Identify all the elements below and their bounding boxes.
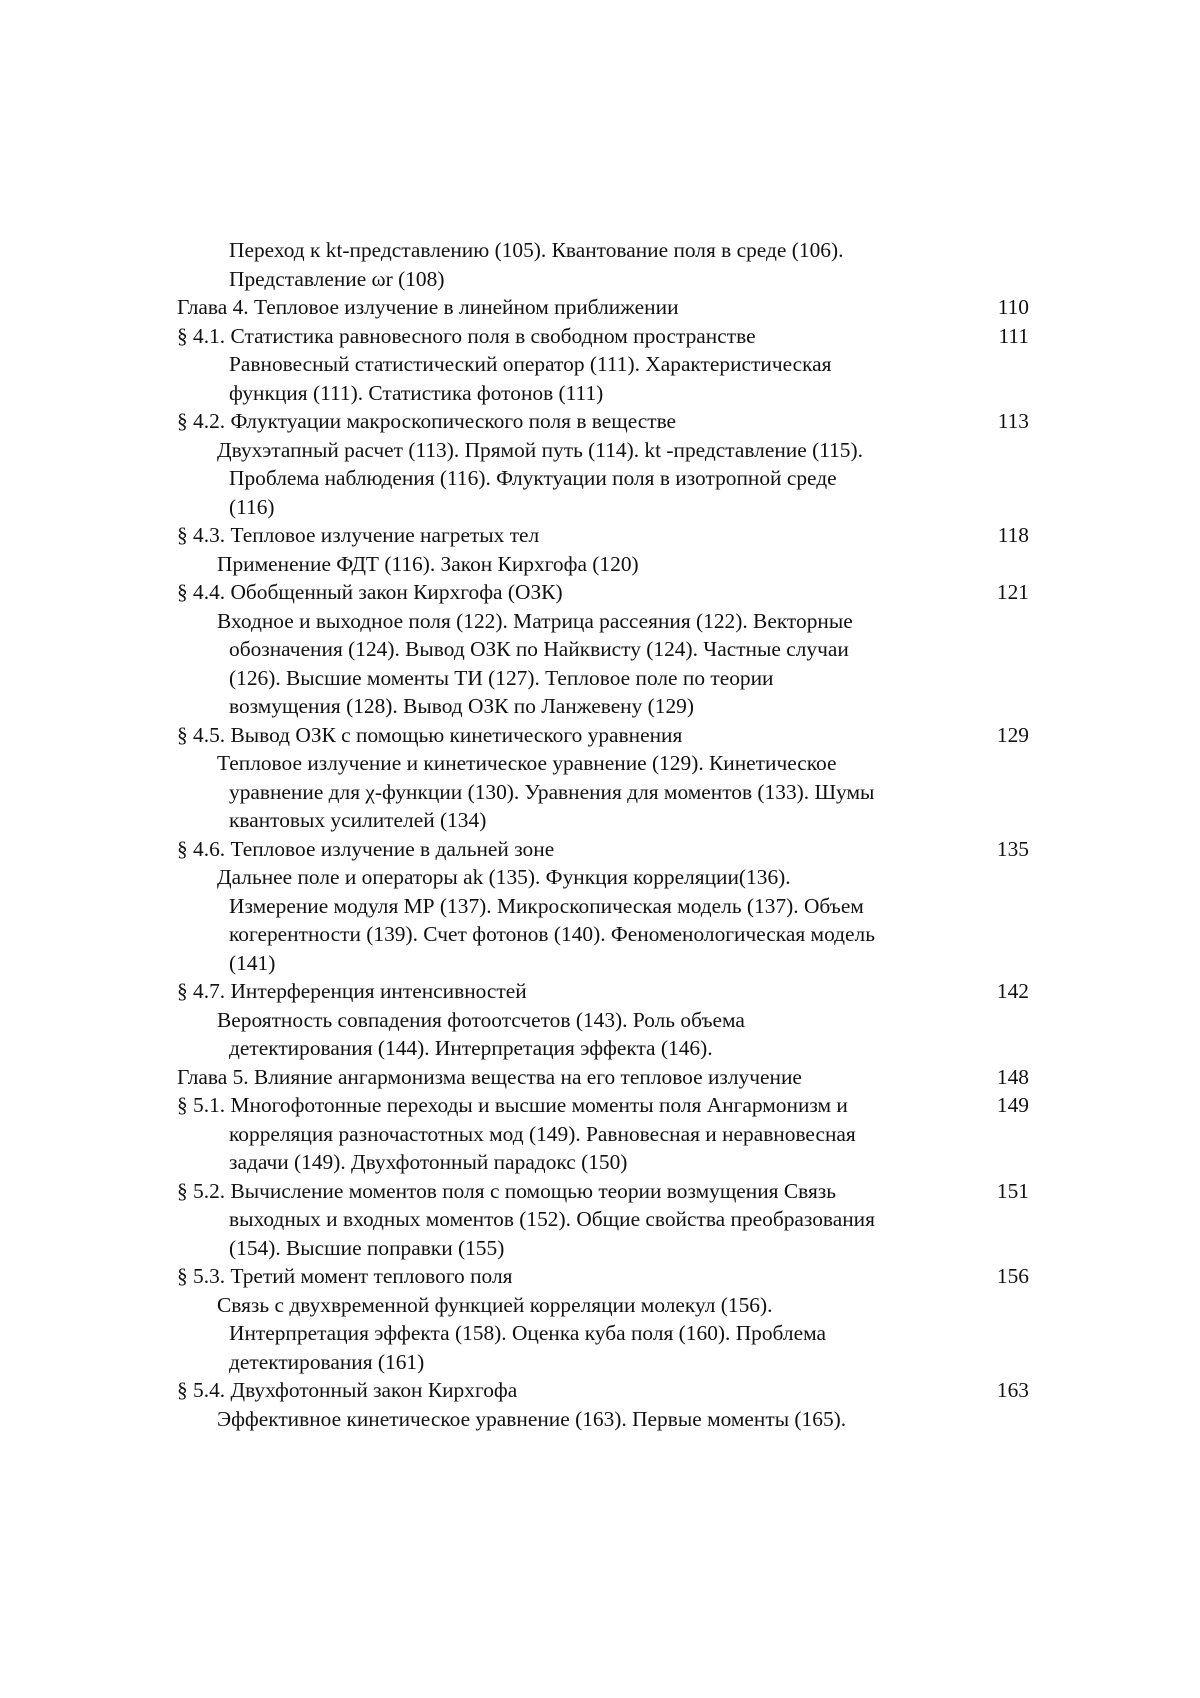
- toc-page-number: 111: [998, 323, 1029, 348]
- section-entry: [177, 1376, 1029, 1405]
- toc-entry-text: Глава 5. Влияние ангармонизма вещества на его тепловое излучение: [177, 1064, 802, 1089]
- toc-entry-text: § 4.5. Вывод ОЗК с помощью кинетического уравнения: [177, 722, 683, 747]
- toc-entry-text: уравнение для χ-функции (130). Уравнения для моментов (133). Шумы: [229, 779, 875, 804]
- subsection-entry-continuation: [177, 464, 1029, 493]
- subsection-entry: [177, 550, 1029, 579]
- toc-entry-text: Дальнее поле и операторы ak (135). Функция корреляции(136).: [217, 865, 791, 889]
- toc-page-number: 156: [996, 1264, 1029, 1288]
- toc-entry-text: § 5.4. Двухфотонный закон Кирхгофа: [177, 1378, 518, 1402]
- toc-entry-text: § 4.3. Тепловое излучение нагретых тел: [177, 523, 540, 547]
- toc-entry-text: (126). Высшие моменты ТИ (127). Тепловое поле по теории: [229, 665, 774, 690]
- chapter-entry: [177, 1063, 1029, 1092]
- toc-entry-text: Представление ωr (108): [229, 266, 445, 291]
- toc-entry-text: Связь с двухвременной функцией корреляции молекул (156).: [217, 1292, 773, 1317]
- subsection-entry: [177, 863, 1029, 892]
- toc-entry-text: квантовых усилителей (134): [229, 808, 487, 832]
- subsection-entry-continuation: [177, 1148, 1029, 1177]
- toc-entry-text: (116): [229, 494, 275, 519]
- section-entry: [177, 977, 1029, 1006]
- toc-entry-text: Входное и выходное поля (122). Матрица рассеяния (122). Векторные: [217, 608, 853, 633]
- toc-page-number: 135: [996, 836, 1029, 861]
- subsection-entry-continuation: [177, 1034, 1029, 1063]
- toc-page-number: 113: [997, 409, 1029, 433]
- toc-page-number: 148: [996, 1064, 1029, 1089]
- section-entry: [177, 578, 1029, 607]
- toc-entry-text: § 4.7. Интерференция интенсивностей: [177, 979, 527, 1003]
- toc-page-number: 163: [996, 1378, 1029, 1402]
- subsection-entry: [177, 436, 1029, 465]
- toc-entry-text: Проблема наблюдения (116). Флуктуации поля в изотропной среде: [229, 466, 837, 490]
- subsection-entry-continuation: [177, 1234, 1029, 1263]
- subsection-entry-continuation: [177, 806, 1029, 835]
- toc-entry-text: § 4.6. Тепловое излучение в дальней зоне: [177, 836, 555, 861]
- toc-page-number: 118: [997, 523, 1029, 547]
- subsection-entry-continuation: [177, 778, 1029, 807]
- toc-page-number: 142: [996, 979, 1029, 1003]
- subsection-entry-continuation: [177, 635, 1029, 664]
- subsection-entry-continuation: [177, 493, 1029, 522]
- toc-entry-text: (154). Высшие поправки (155): [229, 1235, 505, 1260]
- section-entry: [177, 721, 1029, 750]
- toc-entry-text: § 4.4. Обобщенный закон Кирхгофа (ОЗК): [177, 580, 563, 604]
- subsection-entry-continuation: [177, 692, 1029, 721]
- subsection-entry-continuation: [177, 664, 1029, 693]
- subsection-entry-continuation: [177, 1205, 1029, 1234]
- toc-page-number: 121: [996, 580, 1029, 604]
- toc-entry-text: (141): [229, 950, 276, 975]
- toc-page-number: 149: [996, 1093, 1029, 1117]
- toc-entry-text: Применение ФДТ (116). Закон Кирхгофа (120): [217, 551, 639, 576]
- toc-entry-text: Эффективное кинетическое уравнение (163). Первые моменты (165).: [217, 1406, 847, 1431]
- toc-entry-text: Тепловое излучение и кинетическое уравнение (129). Кинетическое: [217, 751, 837, 775]
- subsection-entry: [177, 1405, 1029, 1434]
- toc-entry-text: Интерпретация эффекта (158). Оценка куба поля (160). Проблема: [229, 1321, 826, 1345]
- subsection-entry-continuation: [177, 920, 1029, 949]
- subsection-entry-continuation: [177, 1319, 1029, 1348]
- section-entry: [177, 1091, 1029, 1120]
- toc-entry-text: § 5.3. Третий момент теплового поля: [177, 1264, 513, 1288]
- subsection-entry: [177, 749, 1029, 778]
- subsection-entry: [177, 1006, 1029, 1035]
- toc-entry-text: задачи (149). Двухфотонный парадокс (150): [229, 1150, 628, 1174]
- subsection-entry-continuation: [177, 350, 1029, 379]
- toc-entry-text: Измерение модуля МР (137). Микроскопическая модель (137). Объем: [229, 893, 864, 918]
- toc-entry-text: Глава 4. Тепловое излучение в линейном приближении: [177, 295, 679, 319]
- subsection-entry-continuation: [177, 949, 1029, 978]
- toc-entry-text: Вероятность совпадения фотоотсчетов (143). Роль объема: [217, 1007, 745, 1032]
- toc-page-number: 110: [997, 295, 1029, 319]
- subsection-entry-continuation: [177, 1348, 1029, 1377]
- section-entry: [177, 322, 1029, 351]
- toc-entry-text: возмущения (128). Вывод ОЗК по Ланжевену (129): [229, 694, 695, 718]
- subsection-entry-continuation: [177, 236, 1029, 265]
- subsection-entry-continuation: [177, 265, 1029, 294]
- toc-entry-text: функция (111). Статистика фотонов (111): [229, 380, 604, 405]
- toc-entry-text: когерентности (139). Счет фотонов (140). Феноменологическая модель: [229, 922, 875, 946]
- toc-entry-text: выходных и входных моментов (152). Общие свойства преобразования: [229, 1207, 875, 1231]
- toc-entry-text: § 5.1. Многофотонные переходы и высшие моменты поля Ангармонизм и: [177, 1093, 848, 1117]
- toc-page-number: 129: [996, 722, 1029, 747]
- subsection-entry: [177, 1291, 1029, 1320]
- table-of-contents: [177, 236, 1029, 1433]
- section-entry: [177, 1262, 1029, 1291]
- toc-entry-text: обозначения (124). Вывод ОЗК по Найквисту (124). Частные случаи: [229, 637, 849, 661]
- toc-entry-text: § 4.1. Статистика равновесного поля в свободном пространстве: [177, 323, 756, 348]
- subsection-entry-continuation: [177, 892, 1029, 921]
- toc-entry-text: Переход к kt-представлению (105). Квантование поля в среде (106).: [229, 238, 844, 262]
- toc-page-number: 151: [996, 1178, 1029, 1203]
- subsection-entry-continuation: [177, 1120, 1029, 1149]
- subsection-entry-continuation: [177, 379, 1029, 408]
- section-entry: [177, 1177, 1029, 1206]
- toc-entry-text: Равновесный статистический оператор (111). Характеристическая: [229, 352, 832, 376]
- toc-entry-text: корреляция разночастотных мод (149). Равновесная и неравновесная: [229, 1121, 856, 1146]
- section-entry: [177, 407, 1029, 436]
- toc-entry-text: § 4.2. Флуктуации макроскопического поля в веществе: [177, 409, 677, 433]
- toc-entry-text: детектирования (144). Интерпретация эффекта (146).: [229, 1036, 713, 1060]
- chapter-entry: [177, 293, 1029, 322]
- section-entry: [177, 521, 1029, 550]
- subsection-entry: [177, 607, 1029, 636]
- section-entry: [177, 835, 1029, 864]
- toc-entry-text: детектирования (161): [229, 1349, 425, 1374]
- toc-entry-text: Двухэтапный расчет (113). Прямой путь (114). kt -представление (115).: [217, 437, 863, 462]
- toc-entry-text: § 5.2. Вычисление моментов поля с помощью теории возмущения Связь: [177, 1178, 836, 1203]
